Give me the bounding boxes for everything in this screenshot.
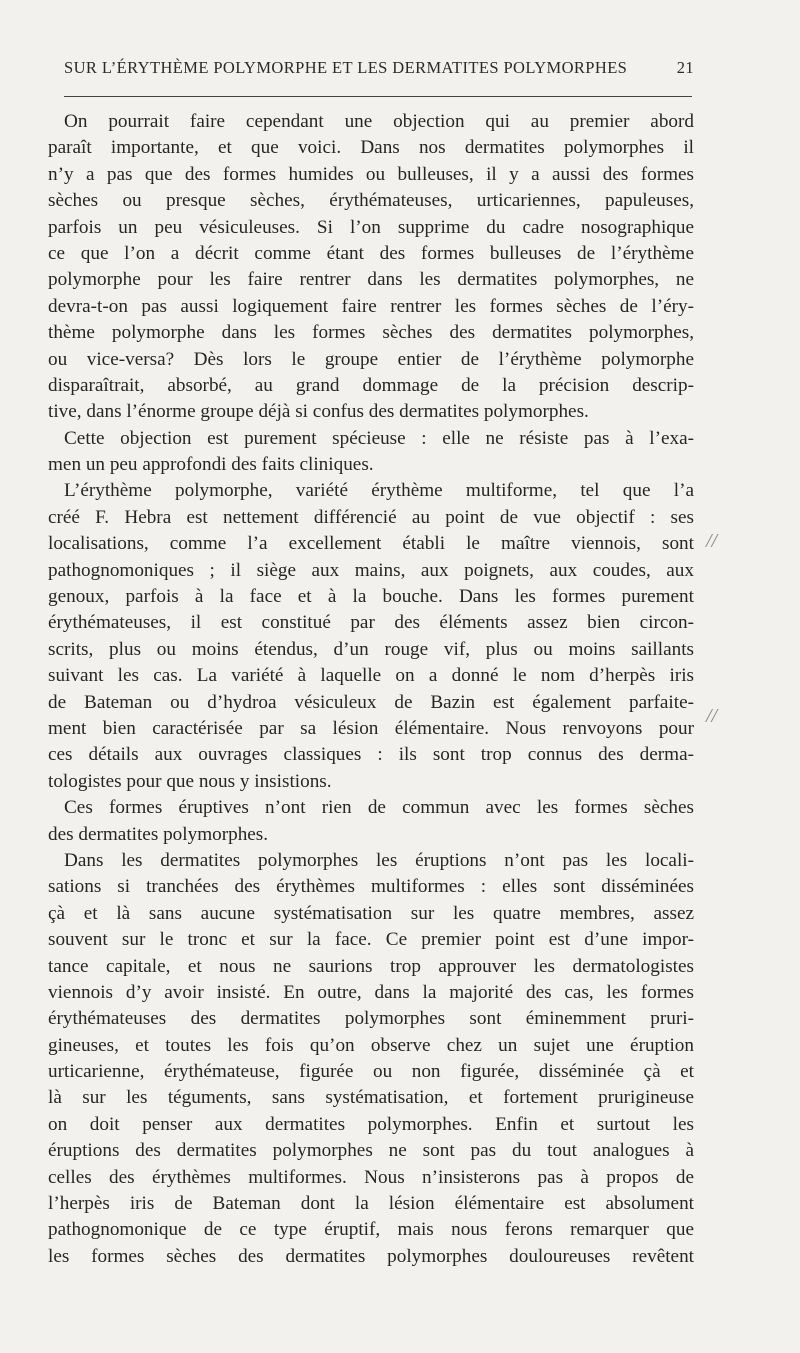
text-line: on doit penser aux dermatites polymorphes. Enfin et surtout les xyxy=(48,1113,694,1135)
page-number: 21 xyxy=(676,58,694,77)
text-line: disparaîtrait, absorbé, au grand dommage de la précision descrip- xyxy=(48,374,694,396)
running-head-title: SUR L’ÉRYTHÈME POLYMORPHE ET LES DERMATITES POLYMORPHES xyxy=(64,58,628,77)
text-line: suivant les cas. La variété à laquelle on a donné le nom d’herpès iris xyxy=(48,665,694,687)
text-line: On pourrait faire cependant une objection qui au premier abord xyxy=(64,111,694,132)
text-line: éruptions des dermatites polymorphes ne sont pas du tout analogues à xyxy=(48,1140,694,1162)
body-text xyxy=(48,109,694,1270)
text-line: paraît importante, et que voici. Dans nos dermatites polymorphes il xyxy=(48,137,694,159)
text-line: sations si tranchées des érythèmes multiformes : elles sont disséminées xyxy=(48,876,694,898)
text-line: souvent sur le tronc et sur la face. Ce premier point est d’une impor- xyxy=(48,929,694,951)
text-line: pathognomoniques ; il siège aux mains, aux poignets, aux coudes, aux xyxy=(48,559,694,581)
text-line: pathognomonique de ce type éruptif, mais nous ferons remarquer que xyxy=(48,1219,694,1241)
text-line: scrits, plus ou moins étendus, d’un rouge vif, plus ou moins saillants xyxy=(48,638,694,660)
text-line: celles des érythèmes multiformes. Nous n’insisterons pas à propos de xyxy=(48,1166,694,1188)
text-line: de Bateman ou d’hydroa vésiculeux de Bazin est également parfaite- xyxy=(48,691,694,713)
text-line: genoux, parfois à la face et à la bouche. Dans les formes purement xyxy=(48,586,694,608)
text-line: là sur les téguments, sans systématisation, et fortement prurigineuse xyxy=(48,1087,694,1109)
margin-pencil-mark: // xyxy=(706,705,718,727)
text-line: men un peu approfondi des faits cliniques. xyxy=(48,454,374,476)
text-line: ce que l’on a décrit comme étant des formes bulleuses de l’érythème xyxy=(48,242,694,264)
text-line: çà et là sans aucune systématisation sur les quatre membres, assez xyxy=(48,902,694,924)
text-line: gineuses, et toutes les fois qu’on observe chez un sujet une éruption xyxy=(48,1034,694,1056)
text-line: parfois un peu vésiculeuses. Si l’on supprime du cadre nosographique xyxy=(48,216,694,238)
text-line: thème polymorphe dans les formes sèches des dermatites polymorphes, xyxy=(48,322,694,344)
text-line: Ces formes éruptives n’ont rien de commun avec les formes sèches xyxy=(64,797,694,819)
text-line: l’herpès iris de Bateman dont la lésion élémentaire est absolument xyxy=(48,1193,694,1215)
text-line: ment bien caractérisée par sa lésion élémentaire. Nous renvoyons pour xyxy=(48,717,694,739)
text-line: créé F. Hebra est nettement différencié au point de vue objectif : ses xyxy=(48,506,694,528)
text-line: ou vice-versa? Dès lors le groupe entier de l’érythème polymorphe xyxy=(48,348,694,370)
text-line: tance capitale, et nous ne saurions trop approuver les dermatologistes xyxy=(48,955,694,977)
text-line: tive, dans l’énorme groupe déjà si confus des dermatites polymorphes. xyxy=(48,401,589,423)
text-line: érythémateuses des dermatites polymorphes sont éminemment pruri- xyxy=(48,1008,694,1030)
text-line: viennois d’y avoir insisté. En outre, dans la majorité des cas, les formes xyxy=(48,981,694,1003)
margin-pencil-mark: // xyxy=(706,530,718,552)
text-line: polymorphe pour les faire rentrer dans les dermatites polymorphes, ne xyxy=(48,269,694,291)
text-line: sèches ou presque sèches, érythémateuses, urticariennes, papuleuses, xyxy=(48,190,694,212)
text-line: L’érythème polymorphe, variété érythème multiforme, tel que l’a xyxy=(64,480,694,502)
text-line: Dans les dermatites polymorphes les éruptions n’ont pas les locali- xyxy=(64,849,694,871)
text-line: n’y a pas que des formes humides ou bulleuses, il y a aussi des formes xyxy=(48,163,694,185)
text-line: ces détails aux ouvrages classiques : ils sont trop connus des derma- xyxy=(48,744,694,766)
text-line: des dermatites polymorphes. xyxy=(48,823,269,845)
text-line: Cette objection est purement spécieuse : elle ne résiste pas à l’exa- xyxy=(64,427,694,449)
text-line: les formes sèches des dermatites polymorphes douloureuses revêtent xyxy=(48,1245,694,1267)
text-line: devra-t-on pas aussi logiquement faire rentrer les formes sèches de l’éry- xyxy=(48,295,694,317)
text-line: tologistes pour que nous y insistions. xyxy=(48,770,332,792)
header-rule xyxy=(64,96,692,97)
text-line: localisations, comme l’a excellement établi le maître viennois, sont xyxy=(48,533,694,555)
text-line: urticarienne, érythémateuse, figurée ou non figurée, disséminée çà et xyxy=(48,1061,694,1083)
text-line: érythémateuses, il est constitué par des éléments assez bien circon- xyxy=(48,612,694,634)
